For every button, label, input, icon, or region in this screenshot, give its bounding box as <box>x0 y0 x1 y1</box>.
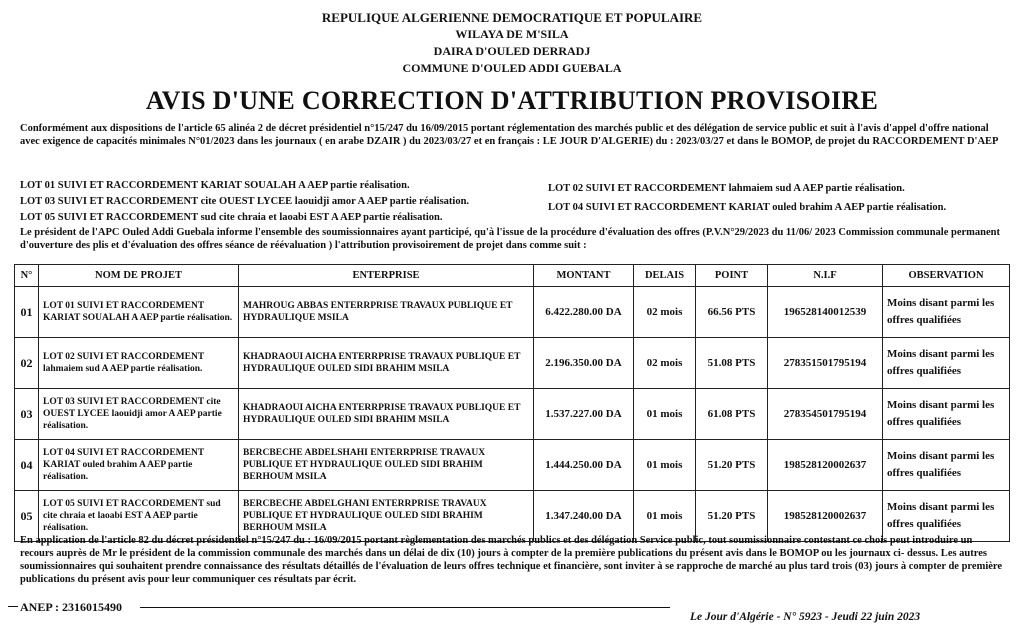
row-points: 51.20 PTS <box>696 491 768 542</box>
row-enterprise: KHADRAOUI AICHA ENTERRPRISE TRAVAUX PUBLIQUE ET HYDRAULIQUE OULED SIDI BRAHIM MSILA <box>239 389 534 440</box>
row-nif: 278351501795194 <box>768 338 883 389</box>
row-number: 02 <box>15 338 39 389</box>
row-amount: 6.422.280.00 DA <box>534 287 634 338</box>
row-delay: 01 mois <box>634 491 696 542</box>
row-number: 04 <box>15 440 39 491</box>
row-observation: Moins disant parmi les offres qualifiées <box>883 389 1010 440</box>
header-delay: DELAIS <box>634 265 696 287</box>
header-observation: OBSERVATION <box>883 265 1010 287</box>
row-amount: 1.537.227.00 DA <box>534 389 634 440</box>
row-number: 01 <box>15 287 39 338</box>
lot-03-line: LOT 03 SUIVI ET RACCORDEMENT cite OUEST LYCEE laouidji amor A AEP partie réalisation. <box>20 196 470 207</box>
row-project: LOT 05 SUIVI ET RACCORDEMENT sud cite chraia et laoabi EST A AEP partie réalisation. <box>39 491 239 542</box>
outro-paragraph: En application de l'article 82 du décret présidentiel n°15/247 du : 16/09/2015 portant règlementation des marchés publics et des délégation Service public, tout soumissionnaire contestant ce chois peut introduire un recours auprès de Mr le président de la commission communale des marchés dans un délai de dix (10) jours à compter de la première publications du présent avis dans le BOMOP ou les journaux ci- dessus. Les autres soumissionnaires qui souhaitent prendre connaissance des résultats détaillés de l'évaluation de leurs offres technique et financière, sont inviter à se rapproche de marché au plus tard trois (03) jours à compter de première publications du présent avis pour leur communiquer ces résultats par écrit. <box>20 535 1003 585</box>
table-row <box>15 440 1010 491</box>
row-points: 51.20 PTS <box>696 440 768 491</box>
row-nif: 278354501795194 <box>768 389 883 440</box>
row-number: 05 <box>15 491 39 542</box>
header-number: N° <box>15 265 39 287</box>
row-enterprise: BERCBECHE ABDELGHANI ENTERRPRISE TRAVAUX PUBLIQUE ET HYDRAULIQUE OULED SIDI BRAHIM BERHOUM MSILA <box>239 491 534 542</box>
header-amount: MONTANT <box>534 265 634 287</box>
row-delay: 02 mois <box>634 287 696 338</box>
row-enterprise: KHADRAOUI AICHA ENTERRPRISE TRAVAUX PUBLIQUE ET HYDRAULIQUE OULED SIDI BRAHIM MSILA <box>239 338 534 389</box>
lot-05-line: LOT 05 SUIVI ET RACCORDEMENT sud cite chraia et laoabi EST A AEP partie réalisation. <box>20 212 443 223</box>
row-nif: 198528120002637 <box>768 491 883 542</box>
lot-04-line: LOT 04 SUIVI ET RACCORDEMENT KARIAT ouled brahim A AEP partie réalisation. <box>548 202 947 213</box>
row-project: LOT 01 SUIVI ET RACCORDEMENT KARIAT SOUALAH A AEP partie réalisation. <box>39 287 239 338</box>
header-nif: N.I.F <box>768 265 883 287</box>
row-observation: Moins disant parmi les offres qualifiées <box>883 338 1010 389</box>
row-delay: 01 mois <box>634 389 696 440</box>
row-amount: 2.196.350.00 DA <box>534 338 634 389</box>
journal-credit: Le Jour d'Algérie - N° 5923 - Jeudi 22 juin 2023 <box>690 611 921 623</box>
row-delay: 01 mois <box>634 440 696 491</box>
header-project: NOM DE PROJET <box>39 265 239 287</box>
attribution-table <box>14 264 1010 542</box>
row-points: 61.08 PTS <box>696 389 768 440</box>
row-observation: Moins disant parmi les offres qualifiées <box>883 440 1010 491</box>
row-amount: 1.444.250.00 DA <box>534 440 634 491</box>
row-nif: 196528140012539 <box>768 287 883 338</box>
table-row <box>15 389 1010 440</box>
lot-02-line: LOT 02 SUIVI ET RACCORDEMENT lahmaiem sud A AEP partie réalisation. <box>548 183 905 194</box>
table-row <box>15 287 1010 338</box>
row-project: LOT 02 SUIVI ET RACCORDEMENT lahmaiem sud A AEP partie réalisation. <box>39 338 239 389</box>
row-observation: Moins disant parmi les offres qualifiées <box>883 491 1010 542</box>
header-points: POINT <box>696 265 768 287</box>
row-points: 66.56 PTS <box>696 287 768 338</box>
header-wilaya: WILAYA DE M'SILA <box>455 27 569 41</box>
header-republic: REPULIQUE ALGERIENNE DEMOCRATIQUE ET POPULAIRE <box>321 10 703 25</box>
notice-title: AVIS D'UNE CORRECTION D'ATTRIBUTION PROVISOIRE <box>145 86 879 115</box>
row-project: LOT 03 SUIVI ET RACCORDEMENT cite OUEST LYCEE laouidji amor A AEP partie réalisation. <box>39 389 239 440</box>
header-commune: COMMUNE D'OULED ADDI GUEBALA <box>402 61 622 75</box>
anep-reference: ANEP : 2316015490 <box>20 600 122 614</box>
header-daira: DAIRA D'OULED DERRADJ <box>433 44 591 58</box>
row-observation: Moins disant parmi les offres qualifiées <box>883 287 1010 338</box>
header-enterprise: ENTERPRISE <box>239 265 534 287</box>
footer-divider-left <box>8 606 18 607</box>
footer-divider <box>140 607 670 608</box>
row-nif: 198528120002637 <box>768 440 883 491</box>
row-enterprise: MAHROUG ABBAS ENTERRPRISE TRAVAUX PUBLIQUE ET HYDRAULIQUE MSILA <box>239 287 534 338</box>
lot-01-line: LOT 01 SUIVI ET RACCORDEMENT KARIAT SOUALAH A AEP partie réalisation. <box>20 180 410 191</box>
row-enterprise: BERCBECHE ABDELSHAHI ENTERRPRISE TRAVAUX PUBLIQUE ET HYDRAULIQUE OULED SIDI BRAHIM BERHOUM MSILA <box>239 440 534 491</box>
table-row <box>15 338 1010 389</box>
row-project: LOT 04 SUIVI ET RACCORDEMENT KARIAT ouled brahim A AEP partie réalisation. <box>39 440 239 491</box>
table-header-row <box>15 265 1010 287</box>
row-points: 51.08 PTS <box>696 338 768 389</box>
row-delay: 02 mois <box>634 338 696 389</box>
row-number: 03 <box>15 389 39 440</box>
participants-paragraph: Le président de l'APC Ouled Addi Guebala informe l'ensemble des soumissionnaires ayant participé, qu'à l'issue de la procédure d'évaluation des offres (P.V.N°29/2023 du 11/06/ 2023 Commission communale permanent d'ouverture des plis et d'évaluation des offres séance de réévaluation ) l'attribution provisoirement de projet dans comme suit : <box>20 227 1000 251</box>
row-amount: 1.347.240.00 DA <box>534 491 634 542</box>
intro-paragraph: Conformément aux dispositions de l'article 65 alinéa 2 de décret présidentiel n°15/247 du 16/09/2015 portant réglementation des marchés public et des délégation de service public et suit à l'avis d'appel d'offre national avec exigence de capacités minimales N°01/2023 dans les journaux ( en arabe DZAIR ) du 2023/03/27 et en français : LE JOUR D'ALGERIE) du : 2023/03/27 et dans le BOMOP, de projet du RACCORDEMENT D'AEP <box>20 123 999 147</box>
